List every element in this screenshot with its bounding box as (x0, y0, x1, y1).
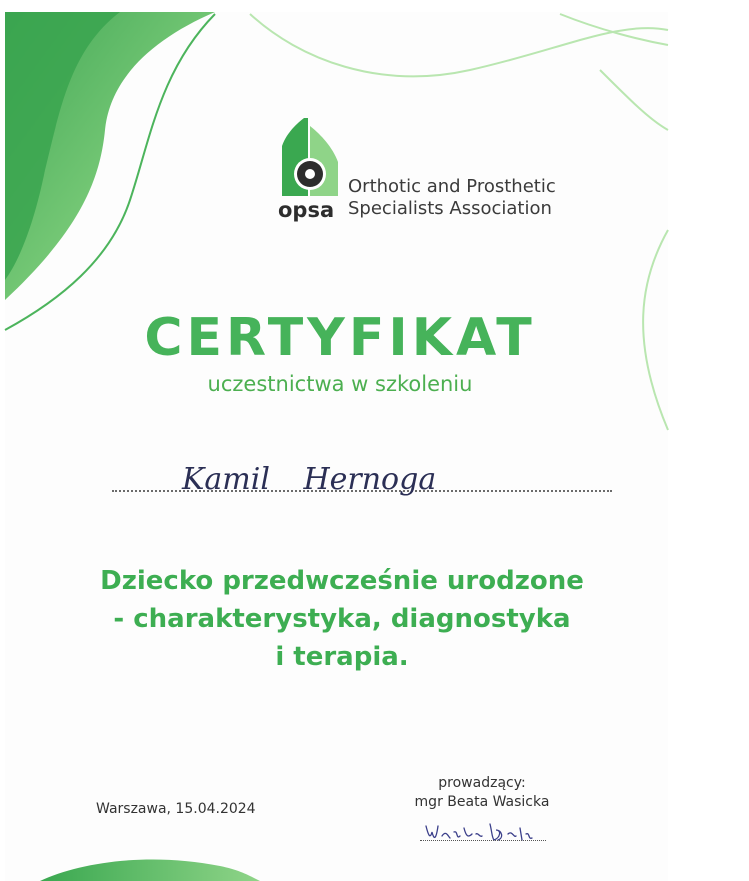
course-title-line-3: i terapia. (275, 642, 409, 672)
organization-name-line-1: Orthotic and Prosthetic (348, 176, 556, 197)
instructor-role: prowadzący: (438, 775, 526, 791)
opsa-logo-text: opsa (278, 198, 335, 222)
opsa-logo-mark-icon (276, 116, 346, 198)
place-and-date: Warszawa, 15.04.2024 (96, 801, 256, 817)
signature-dotted-line (420, 840, 546, 841)
signature-image (420, 818, 550, 846)
course-title-line-1: Dziecko przedwcześnie urodzone (100, 566, 584, 596)
participant-name: Kamil Hernoga (182, 462, 437, 497)
organization-name-line-2: Specialists Association (348, 198, 552, 219)
certificate-title: CERTYFIKAT (144, 308, 536, 368)
certificate-subtitle: uczestnictwa w szkoleniu (207, 372, 473, 396)
participant-name-row (112, 462, 612, 512)
signature-area (420, 818, 550, 846)
course-title-line-2: - charakterystyka, diagnostyka (113, 604, 571, 634)
instructor-block (392, 774, 572, 812)
course-title (0, 562, 684, 676)
organization-name (348, 176, 556, 220)
instructor-name: mgr Beata Wasicka (414, 794, 550, 810)
opsa-logo (276, 116, 596, 226)
